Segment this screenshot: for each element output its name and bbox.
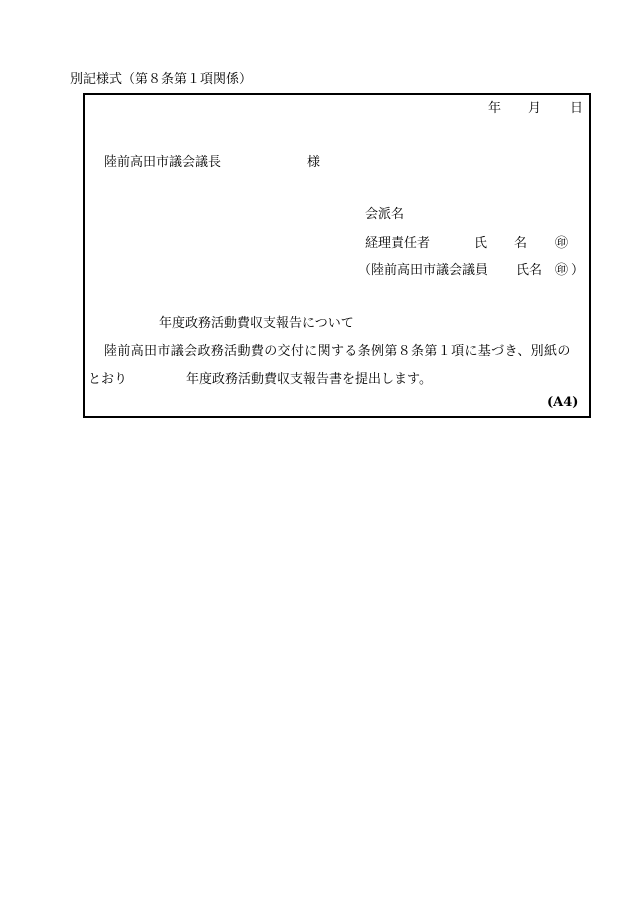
accountant-label: 経理責任者: [365, 236, 431, 251]
body-line-2-start: とおり: [88, 372, 128, 387]
surname-label: 氏: [474, 236, 488, 251]
seal-mark: ㊞: [555, 236, 569, 251]
form-frame: [83, 93, 591, 418]
member-line-close: ）: [571, 263, 585, 278]
addressee-honorific: 様: [307, 155, 321, 170]
member-line-open: （陸前高田市議会議員: [358, 263, 489, 278]
body-line-2-rest: 年度政務活動費収支報告書を提出します。: [186, 372, 432, 387]
date-month: 月: [528, 101, 542, 116]
member-seal-mark: ㊞: [555, 263, 569, 278]
member-name-label: 氏名: [516, 263, 543, 278]
date-year: 年: [488, 101, 502, 116]
addressee-name: 陸前高田市議会議長: [104, 155, 222, 170]
body-line-1: 陸前高田市議会政務活動費の交付に関する条例第８条第１項に基づき、別紙の: [104, 344, 571, 359]
paper-size-note: (A4): [547, 395, 579, 410]
date-day: 日: [570, 101, 584, 116]
subject-title: 年度政務活動費収支報告について: [159, 316, 354, 331]
faction-label: 会派名: [365, 207, 405, 222]
given-name-label: 名: [514, 236, 528, 251]
form-label: 別記様式（第８条第１項関係）: [70, 72, 253, 87]
